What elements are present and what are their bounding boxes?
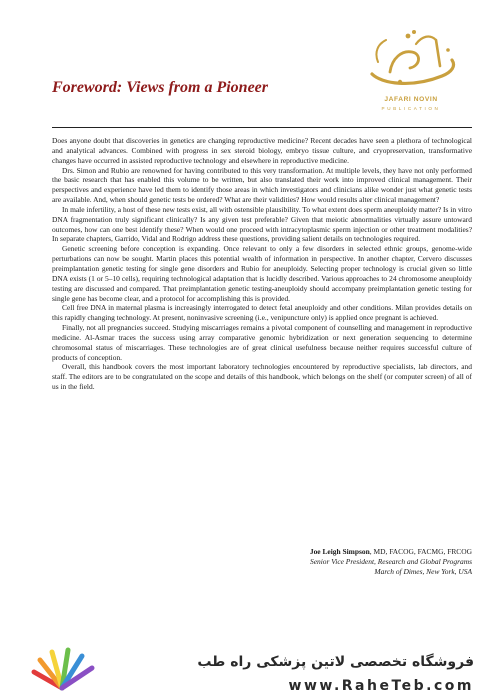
publisher-subtitle: PUBLICATION (381, 106, 441, 111)
paragraph: Drs. Simon and Rubio are renowned for having contributed to this very transformation. At multiple levels, they have not only performed the basic research that has enabled this volume to be written, but also translated their work into improved clinical management. Their perspectives and experience have led them to identify those areas in which investigators and clinicians alike wonder just what genetic tests are available. And, when should genetic tests be ordered? What are their validities? How would results alter clinical management? (52, 165, 472, 205)
footer-url-link[interactable]: www.RaheTeb.com (288, 678, 474, 694)
signature-block (310, 547, 472, 577)
publisher-logo (352, 22, 470, 122)
jafari-novin-calligraphy-logo-icon (352, 22, 470, 96)
author-credentials: , MD, FACOG, FACMG, FRCOG (369, 547, 472, 556)
header-divider (52, 127, 472, 128)
author-organization: March of Dimes, New York, USA (374, 567, 472, 576)
paragraph: Overall, this handbook covers the most important laboratory technologies encountered by reproductive specialists, lab directors, and staff. The editors are to be congratulated on the scope and details of this handbook, which belongs on the shelf (or computer screen) of all of us in the field. (52, 362, 472, 392)
author-name: Joe Leigh Simpson (309, 547, 370, 556)
foreword-body (52, 136, 472, 392)
page-title: Foreword: Views from a Pioneer (52, 79, 269, 96)
publisher-name: JAFARI NOVIN (384, 96, 438, 103)
footer-banner[interactable] (0, 638, 500, 700)
paragraph: Does anyone doubt that discoveries in genetics are changing reproductive medicine? Recent decades have seen a plethora of technological and analytical advances. Combined with progress in sex steroid biology, embryo tissue culture, and cryopreservation, transformative changes have occurred in assisted reproductive technology and elsewhere in reproductive medicine. (52, 136, 472, 165)
paragraph: Cell free DNA in maternal plasma is increasingly interrogated to detect fetal aneuploidy and other conditions. Milan provides details on this rapidly changing technology. At present, noninvasive screening (i.e., venipuncture only) is applied once pregnant is achieved. (52, 303, 472, 323)
author-title: Senior Vice President, Research and Global Programs (309, 557, 472, 566)
paragraph: Finally, not all pregnancies succeed. Studying miscarriages remains a pivotal component of counselling and management in reproductive medicine. Al-Asmar traces the success using array comparative genomic hybridization or next generation sequencing to determine chromosomal status of miscarriages. These technologies are of great clinical usefulness because neither requires successful culture of products of conception. (52, 323, 472, 362)
paragraph: In male infertility, a host of these new tests exist, all with ostensible plausibility. To what extent does sperm aneuploidy matter? Is in vitro DNA fragmentation truly significant clinically? Is any given test preferable? Given that meiotic abnormalities virtually assure untoward outcomes, how can one best identify these? When would one proceed with intracytoplasmic sperm injection or other treatment modalities? In separate chapters, Garrido, Vidal and Rodrigo address these questions, providing salient details on technologies required. (52, 204, 472, 244)
paragraph: Genetic screening before conception is expanding. Once relevant to only a few disorders in selected ethnic groups, genome-wide perturbations can now be sought. Martin places this potential wealth of information in perspective. In another chapter, Cervero discusses preimplantation genetic testing for single gene disorders and Rubio for aneuploidy. Selecting proper technology is crucial given so little DNA exists (1 or 5–10 cells), requiring technological adaptation that is lucidly described. Various approaches to 24 chromosome aneuploidy testing are discussed and compared. That preimplantation genetic testing-aneuploidy should accompany preimplantation genetic testing for single gene has become clear, and a protocol for accomplishing this is provided. (52, 244, 472, 303)
raheteb-book-fan-icon (26, 642, 98, 694)
footer-store-title: فروشگاه تخصصی لاتین پزشکی راه طب (197, 654, 474, 670)
